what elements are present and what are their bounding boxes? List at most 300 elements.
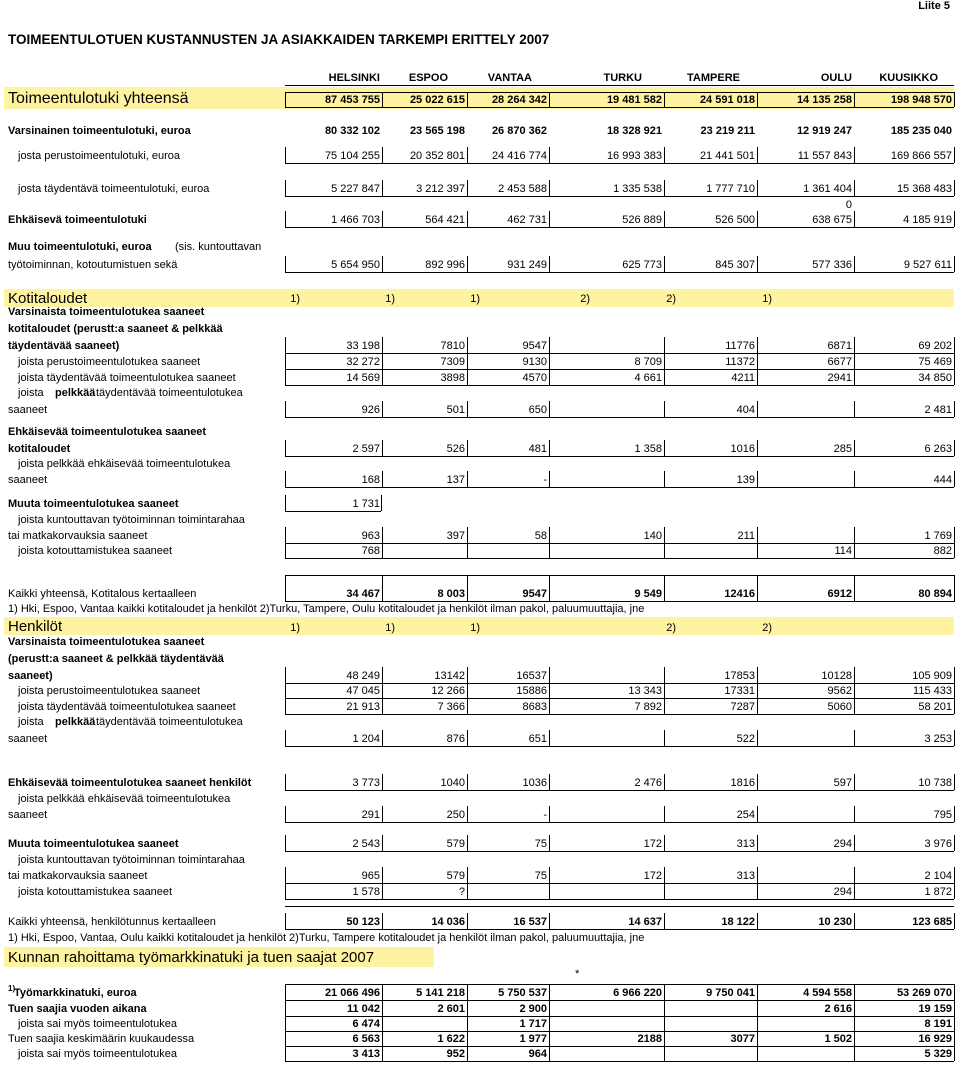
data-row-cell: 4 185 919 [903, 214, 952, 226]
table-rule [664, 806, 665, 822]
table-rule [854, 211, 855, 227]
total-row-cell: 14 637 [628, 916, 662, 928]
table-rule [467, 1030, 468, 1046]
data-row-cell: 1 872 [924, 886, 952, 898]
data-row-cell: 285 [833, 443, 852, 455]
table-rule [382, 1045, 383, 1061]
footnote-mark: 1) [470, 293, 480, 305]
table-rule [285, 575, 286, 602]
data-row-cell: 1 717 [519, 1018, 547, 1030]
table-rule [854, 440, 855, 456]
table-rule [757, 682, 758, 698]
city-header-kuusikko: KUUSIKKO [879, 72, 938, 84]
city-header-helsinki: HELSINKI [328, 72, 380, 84]
table-rule [285, 1000, 286, 1016]
asterisk: * [575, 968, 580, 980]
data-row-cell: 21 441 501 [699, 150, 755, 162]
data-row-cell: 33 198 [346, 340, 380, 352]
data-row-cell: 9562 [827, 685, 852, 697]
table-rule [382, 471, 383, 487]
data-row-cell: 876 [446, 733, 465, 745]
data-row-cell: 291 [361, 809, 380, 821]
table-rule [664, 1030, 665, 1046]
footnote-mark: 1) [385, 293, 395, 305]
data-row-cell: 11372 [725, 356, 755, 368]
table-rule [664, 682, 665, 698]
data-row-cell: 404 [736, 404, 755, 416]
table-rule [549, 575, 550, 602]
table-rule [285, 92, 286, 107]
table-rule [549, 682, 550, 698]
table-rule [664, 256, 665, 272]
total-row-cell: 25 022 615 [409, 94, 465, 106]
table-rule [854, 698, 855, 714]
data-row-cell: 211 [737, 530, 755, 542]
table-rule [285, 883, 286, 899]
table-rule [854, 667, 855, 683]
table-rule [285, 256, 286, 272]
table-rule [757, 835, 758, 851]
data-row-cell: 2 453 588 [498, 183, 547, 195]
total-row-cell: 18 122 [721, 916, 755, 928]
total-row-cell: 24 591 018 [699, 94, 755, 106]
table-rule [854, 575, 855, 602]
table-rule [664, 698, 665, 714]
row-label: joista täydentävää toimeentulotukea saaneet [18, 701, 236, 713]
data-row-cell: 1816 [730, 777, 755, 789]
table-rule [382, 883, 383, 899]
row-label: täydentävää toimeentulotukea [96, 716, 243, 728]
data-row-cell: 47 045 [346, 685, 380, 697]
city-header-tampere: TAMPERE [687, 72, 740, 84]
footnote-mark: 2) [580, 293, 590, 305]
footnote-mark: 2) [762, 622, 772, 634]
table-rule [285, 929, 954, 930]
table-rule [549, 913, 550, 929]
table-rule [467, 353, 468, 369]
total-row-cell: 28 264 342 [491, 94, 547, 106]
table-rule [954, 527, 955, 543]
table-rule [954, 180, 955, 196]
table-rule [757, 337, 758, 353]
table-rule [664, 1000, 665, 1016]
table-rule [382, 401, 383, 417]
data-row-cell: 579 [446, 838, 465, 850]
table-rule [954, 542, 955, 558]
table-rule [757, 667, 758, 683]
table-rule [549, 542, 550, 558]
data-row-cell: 1 361 404 [803, 183, 852, 195]
table-rule [854, 92, 855, 107]
table-rule [467, 147, 468, 163]
table-rule [467, 1015, 468, 1031]
footnote-mark: 1) [762, 293, 772, 305]
table-rule [664, 542, 665, 558]
table-rule [285, 714, 954, 715]
row-label: kotitaloudet [8, 443, 71, 455]
data-row-cell: 250 [446, 809, 465, 821]
data-row-cell: 10128 [821, 670, 852, 682]
section-title: Kotitaloudet [8, 290, 88, 307]
data-row-cell: 526 [446, 443, 465, 455]
table-rule [285, 1030, 286, 1046]
table-rule [954, 1015, 955, 1031]
table-rule [854, 913, 855, 929]
table-rule [285, 227, 954, 228]
row-label: joista kotouttamistukea saaneet [18, 545, 173, 557]
table-rule [285, 417, 954, 418]
data-row-cell: 1040 [440, 777, 465, 789]
table-rule [285, 851, 954, 852]
row-label: joista täydentävää toimeentulotukea saaneet [18, 372, 236, 384]
data-row-cell: 16537 [516, 670, 547, 682]
table-rule [954, 211, 955, 227]
data-row-cell: 58 201 [918, 701, 952, 713]
row-label: Kaikki yhteensä, Kotitalous kertaalleen [8, 588, 197, 600]
table-rule [854, 730, 855, 746]
row-label-emph: pelkkää [55, 387, 96, 399]
data-row-cell: 1036 [522, 777, 547, 789]
table-rule [664, 180, 665, 196]
table-rule [954, 730, 955, 746]
table-rule [382, 527, 383, 543]
table-rule [285, 774, 286, 790]
data-row-cell: 139 [736, 474, 755, 486]
row-label: saaneet [8, 404, 48, 416]
table-rule [382, 913, 383, 929]
table-rule [382, 1015, 383, 1031]
data-row-cell: 625 773 [622, 259, 662, 271]
table-rule [382, 440, 383, 456]
table-rule [285, 667, 286, 683]
table-rule [954, 147, 955, 163]
table-rule [467, 867, 468, 883]
data-row-cell: 2 476 [634, 777, 662, 789]
table-rule [757, 401, 758, 417]
row-label: tai matkakorvauksia saaneet [8, 870, 148, 882]
table-rule [382, 256, 383, 272]
data-row-cell: 5 227 847 [331, 183, 380, 195]
data-row-cell: 6 563 [352, 1033, 380, 1045]
table-rule [549, 1015, 550, 1031]
data-row-cell: 1 502 [824, 1033, 852, 1045]
table-rule [285, 511, 381, 512]
table-rule [854, 542, 855, 558]
table-rule [285, 682, 286, 698]
row-label: saaneet [8, 733, 48, 745]
table-rule [757, 147, 758, 163]
table-rule [549, 730, 550, 746]
data-row-cell: 526 500 [715, 214, 755, 226]
table-rule [854, 1030, 855, 1046]
data-row-cell: 168 [361, 474, 380, 486]
data-row-cell: 931 249 [507, 259, 547, 271]
table-rule [757, 698, 758, 714]
total-row-cell: 80 894 [918, 588, 952, 600]
table-rule [664, 730, 665, 746]
table-rule [285, 163, 954, 164]
data-row-cell: 5 654 950 [331, 259, 380, 271]
table-rule [757, 440, 758, 456]
table-rule [954, 440, 955, 456]
footnote-mark: 1) [385, 622, 395, 634]
table-rule [382, 1000, 383, 1016]
table-rule [549, 527, 550, 543]
table-rule [285, 822, 954, 823]
table-rule [549, 471, 550, 487]
table-rule [549, 180, 550, 196]
data-row-cell: 53 269 070 [896, 987, 952, 999]
table-rule [664, 401, 665, 417]
table-rule [664, 667, 665, 683]
table-rule [757, 774, 758, 790]
table-rule [467, 575, 468, 602]
data-row-cell: 522 [736, 733, 755, 745]
data-row-cell: 10 738 [918, 777, 952, 789]
table-rule [549, 211, 550, 227]
table-rule [954, 698, 955, 714]
data-row-cell: 2 543 [352, 838, 380, 850]
data-row-cell: 1 769 [924, 530, 952, 542]
city-header-turku: TURKU [603, 72, 642, 84]
row-label: Tuen saajia keskimäärin kuukaudessa [8, 1033, 195, 1045]
table-rule [285, 385, 954, 386]
data-row-cell: 7309 [440, 356, 465, 368]
table-rule [664, 575, 665, 602]
table-rule [285, 790, 954, 791]
data-row-cell: 1 777 710 [706, 183, 755, 195]
table-rule [382, 147, 383, 163]
table-rule [854, 1000, 855, 1016]
table-rule [285, 495, 286, 511]
table-rule [285, 698, 286, 714]
data-row-cell: 16 993 383 [606, 150, 662, 162]
row-label: joista kotouttamistukea saaneet [18, 886, 173, 898]
data-row-cell: 965 [361, 870, 380, 882]
data-row-cell: 1 578 [352, 886, 380, 898]
table-rule [549, 353, 550, 369]
row-label: tai matkakorvauksia saaneet [8, 530, 148, 542]
table-rule [382, 806, 383, 822]
table-rule [285, 835, 286, 851]
table-rule [382, 369, 383, 385]
table-rule [664, 835, 665, 851]
table-rule [757, 1045, 758, 1061]
data-row-cell: 8 191 [924, 1018, 952, 1030]
data-row-cell: 140 [643, 530, 662, 542]
table-rule [549, 667, 550, 683]
data-row-cell: 4 594 558 [803, 987, 852, 999]
table-rule [757, 867, 758, 883]
data-row-cell: 963 [361, 530, 380, 542]
table-rule [285, 1045, 286, 1061]
table-rule [467, 542, 468, 558]
data-row-cell: 313 [736, 870, 755, 882]
table-rule [285, 369, 286, 385]
table-rule [285, 440, 286, 456]
table-rule [285, 147, 286, 163]
row-label: työtoiminnan, kotoutumistuen sekä [8, 259, 178, 271]
data-row-cell: 294 [833, 886, 852, 898]
total-row-cell: 12416 [724, 588, 755, 600]
table-rule [467, 471, 468, 487]
data-row-cell: 75 [534, 870, 547, 882]
row-label: joista kuntouttavan työtoiminnan toimintarahaa [18, 514, 245, 526]
row-label: Muu toimeentulotuki, euroa [8, 241, 152, 253]
extra-value: 0 [845, 199, 852, 211]
data-row-cell: - [543, 474, 547, 486]
data-row-cell: 926 [361, 404, 380, 416]
table-rule [549, 984, 550, 1000]
table-rule [757, 92, 758, 107]
table-rule [854, 527, 855, 543]
table-rule [549, 337, 550, 353]
data-row-cell: 964 [528, 1048, 547, 1060]
table-rule [467, 667, 468, 683]
row-label: Tuen saajia vuoden aikana [8, 1003, 147, 1015]
table-rule [549, 806, 550, 822]
data-row-cell: 13142 [434, 670, 465, 682]
table-rule [954, 401, 955, 417]
data-row-cell: 58 [534, 530, 547, 542]
footnote: 1) Hki, Espoo, Vantaa kaikki kotitaloudet ja henkilöt 2)Turku, Tampere, Oulu kotitaloudet ja henkilöt ilman pakol, paluumuuttajia, jne [8, 603, 645, 615]
data-row-cell: 7 366 [437, 701, 465, 713]
data-row-cell: 650 [528, 404, 547, 416]
table-rule [854, 180, 855, 196]
table-rule [285, 984, 286, 1000]
total-row-cell: 34 467 [346, 588, 380, 600]
table-rule [757, 180, 758, 196]
table-rule [285, 211, 286, 227]
total-row-cell: 14 036 [431, 916, 465, 928]
table-rule [549, 256, 550, 272]
table-rule [285, 85, 954, 86]
data-row-cell: 5 750 537 [498, 987, 547, 999]
row-label: Varsinaista toimeentulotukea saaneet [8, 306, 205, 318]
table-rule [954, 471, 955, 487]
table-rule [467, 835, 468, 851]
city-header-espoo: ESPOO [408, 72, 448, 84]
data-row-cell: 6 966 220 [613, 987, 662, 999]
footnote-mark: 1) [290, 293, 300, 305]
table-rule [757, 542, 758, 558]
table-rule [854, 147, 855, 163]
table-rule [467, 1045, 468, 1061]
table-rule [854, 867, 855, 883]
table-rule [664, 913, 665, 929]
table-rule [757, 913, 758, 929]
data-row-cell: 2 481 [924, 404, 952, 416]
table-rule [954, 682, 955, 698]
data-row-cell: 18 328 921 [606, 125, 662, 137]
data-row-cell: 577 336 [812, 259, 852, 271]
table-rule [285, 1015, 286, 1031]
data-row-cell: 7 892 [634, 701, 662, 713]
data-row-cell: 6 474 [352, 1018, 380, 1030]
data-row-cell: 4570 [522, 372, 547, 384]
table-rule [285, 180, 286, 196]
row-label: josta perustoimeentulotuki, euroa [18, 150, 181, 162]
table-rule [854, 337, 855, 353]
data-row-cell: 80 332 102 [324, 125, 380, 137]
data-row-cell: 2 601 [437, 1003, 465, 1015]
data-row-cell: 21 066 496 [324, 987, 380, 999]
table-rule [467, 256, 468, 272]
data-row-cell: 17853 [724, 670, 755, 682]
table-rule [664, 1015, 665, 1031]
table-rule [285, 107, 954, 108]
table-rule [382, 867, 383, 883]
table-rule [467, 1000, 468, 1016]
table-rule [467, 774, 468, 790]
table-rule [954, 913, 955, 929]
table-rule [285, 196, 954, 197]
table-rule [664, 337, 665, 353]
table-rule [954, 256, 955, 272]
row-label: Ehkäisevää toimeentulotukea saaneet henkilöt [8, 777, 252, 789]
table-rule [382, 682, 383, 698]
data-row-cell: 7810 [440, 340, 465, 352]
table-rule [285, 527, 286, 543]
section-title: Henkilöt [8, 618, 63, 635]
total-row-cell: 50 123 [346, 916, 380, 928]
table-rule [467, 730, 468, 746]
data-row-cell: 26 870 362 [491, 125, 547, 137]
data-row-cell: 2 616 [824, 1003, 852, 1015]
footnote-mark: 2) [666, 293, 676, 305]
total-row-cell: 198 948 570 [890, 94, 952, 106]
data-row-cell: 882 [933, 545, 952, 557]
row-label: Muuta toimeentulotukea saaneet [8, 498, 179, 510]
data-row-cell: 3 413 [352, 1048, 380, 1060]
table-rule [854, 401, 855, 417]
row-label: joista [18, 387, 44, 399]
table-rule [467, 806, 468, 822]
row-label: täydentävää toimeentulotukea [96, 387, 243, 399]
data-row-cell: 172 [643, 838, 662, 850]
data-row-cell: 2 900 [519, 1003, 547, 1015]
data-row-cell: 6677 [827, 356, 852, 368]
table-rule [285, 487, 954, 488]
table-rule [285, 984, 954, 985]
footnote-mark: 1) [290, 622, 300, 634]
row-label: (perustt:a saaneet & pelkkää täydentävää [8, 653, 224, 665]
table-rule [664, 867, 665, 883]
data-row-cell: 768 [361, 545, 380, 557]
data-row-cell: 2941 [827, 372, 852, 384]
table-rule [757, 1030, 758, 1046]
data-row-cell: 3 976 [924, 838, 952, 850]
data-row-cell: 9547 [522, 340, 547, 352]
table-rule [757, 369, 758, 385]
data-row-cell: 501 [446, 404, 465, 416]
table-rule [549, 883, 550, 899]
table-rule [285, 337, 286, 353]
table-rule [467, 883, 468, 899]
data-row-cell: 5 141 218 [416, 987, 465, 999]
row-label: Kaikki yhteensä, henkilötunnus kertaalleen [8, 916, 216, 928]
data-row-cell: 12 266 [431, 685, 465, 697]
data-row-cell: 11 557 843 [797, 150, 852, 162]
data-row-cell: 1 204 [352, 733, 380, 745]
data-row-cell: 1 622 [437, 1033, 465, 1045]
data-row-cell: 444 [933, 474, 952, 486]
table-rule [285, 899, 954, 900]
table-rule [467, 913, 468, 929]
section-title: Kunnan rahoittama työmarkkinatuki ja tuen saajat 2007 [8, 949, 375, 966]
table-rule [664, 440, 665, 456]
table-rule [854, 835, 855, 851]
